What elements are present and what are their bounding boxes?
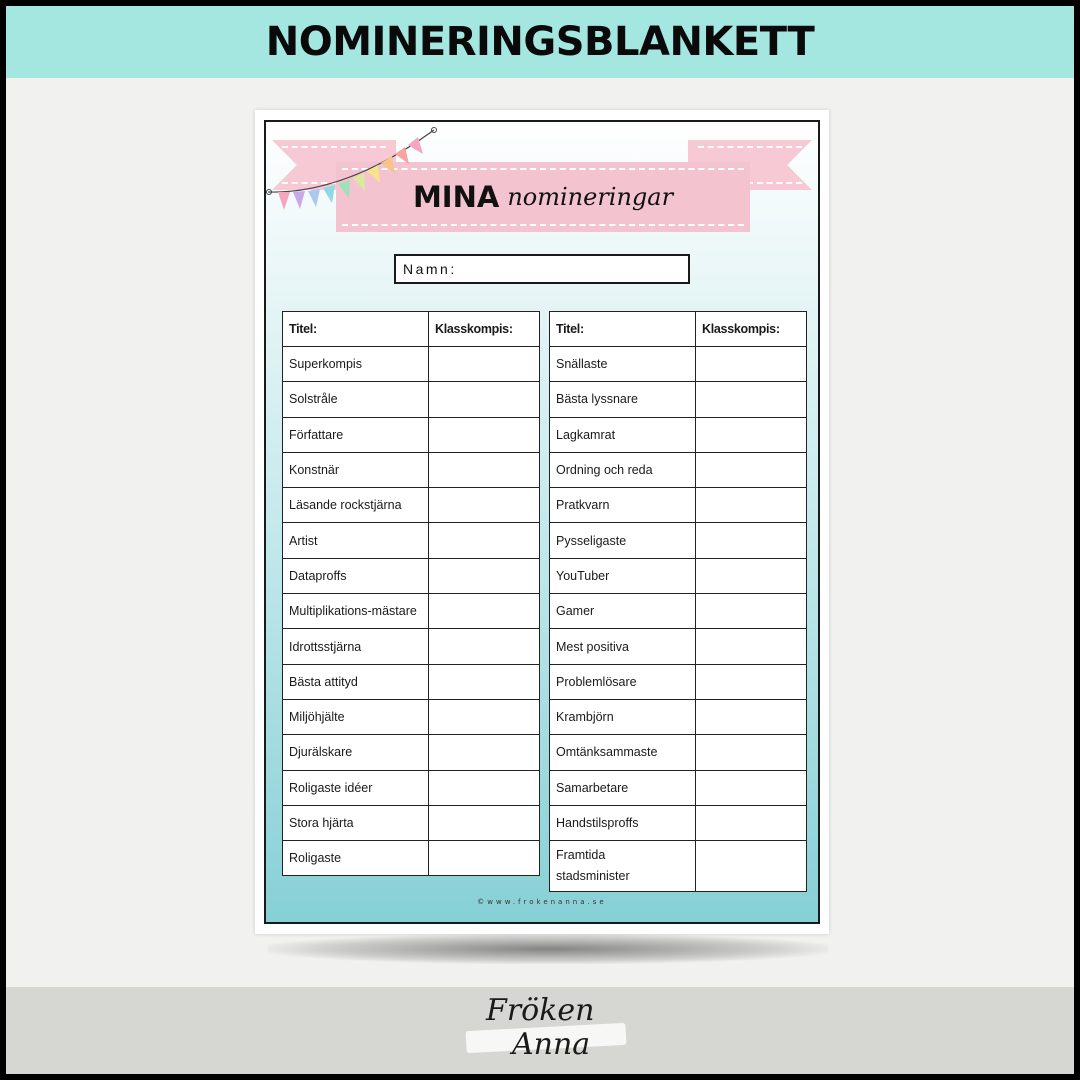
table-row	[550, 805, 807, 840]
heading-script: nomineringar	[507, 183, 674, 211]
nomination-title: Stora hjärta	[283, 805, 429, 840]
name-label: Namn:	[403, 261, 457, 277]
product-frame	[6, 6, 1074, 1074]
footer-bar	[6, 987, 1074, 1074]
table-row	[550, 699, 807, 734]
logo-word-2: Anna	[512, 1027, 591, 1062]
classmate-cell[interactable]	[696, 558, 807, 593]
classmate-cell[interactable]	[429, 558, 540, 593]
nomination-title: Gamer	[550, 594, 696, 629]
classmate-cell[interactable]	[429, 523, 540, 558]
classmate-cell[interactable]	[696, 523, 807, 558]
classmate-cell[interactable]	[696, 488, 807, 523]
table-row	[550, 770, 807, 805]
nomination-table-left	[282, 311, 540, 876]
sheet-shadow	[268, 934, 828, 964]
classmate-cell[interactable]	[429, 805, 540, 840]
table-row	[283, 347, 540, 382]
brand-logo	[454, 987, 634, 1074]
nomination-title: Konstnär	[283, 452, 429, 487]
classmate-cell[interactable]	[696, 594, 807, 629]
classmate-cell[interactable]	[429, 417, 540, 452]
nomination-title: Krambjörn	[550, 699, 696, 734]
table-row	[550, 382, 807, 417]
table-row	[283, 417, 540, 452]
classmate-cell[interactable]	[429, 382, 540, 417]
classmate-cell[interactable]	[429, 452, 540, 487]
classmate-cell[interactable]	[429, 770, 540, 805]
name-field[interactable]	[394, 254, 690, 284]
nomination-title: Multiplikations-mästare	[283, 594, 429, 629]
table-row	[283, 699, 540, 734]
column-header-classmate: Klasskompis:	[429, 312, 540, 347]
classmate-cell[interactable]	[696, 699, 807, 734]
classmate-cell[interactable]	[429, 841, 540, 876]
classmate-cell[interactable]	[696, 382, 807, 417]
table-row	[283, 452, 540, 487]
table-row	[283, 382, 540, 417]
table-row	[550, 594, 807, 629]
table-row	[283, 841, 540, 876]
classmate-cell[interactable]	[429, 629, 540, 664]
nomination-title: Artist	[283, 523, 429, 558]
title-line-1: Framtida	[556, 848, 606, 863]
nomination-title: Pratkvarn	[550, 488, 696, 523]
nomination-title: Handstilsproffs	[550, 805, 696, 840]
heading-strong: MINA	[412, 180, 500, 214]
table-row	[550, 523, 807, 558]
table-row	[550, 417, 807, 452]
nomination-title: Solstråle	[283, 382, 429, 417]
nomination-title: YouTuber	[550, 558, 696, 593]
worksheet	[255, 110, 829, 934]
table-row	[550, 558, 807, 593]
banner-title: NOMINERINGSBLANKETT	[265, 19, 815, 65]
nomination-title: Samarbetare	[550, 770, 696, 805]
table-row	[283, 664, 540, 699]
column-header-title: Titel:	[550, 312, 696, 347]
table-header-row	[550, 312, 807, 347]
classmate-cell[interactable]	[696, 664, 807, 699]
nomination-title	[550, 841, 696, 892]
nomination-title: Bästa lyssnare	[550, 382, 696, 417]
table-row	[550, 629, 807, 664]
nomination-title: Snällaste	[550, 347, 696, 382]
nomination-table-right	[549, 311, 807, 892]
nomination-title: Lagkamrat	[550, 417, 696, 452]
nomination-title: Dataproffs	[283, 558, 429, 593]
column-header-classmate: Klasskompis:	[696, 312, 807, 347]
nomination-title: Djurälskare	[283, 735, 429, 770]
worksheet-heading	[336, 162, 750, 232]
classmate-cell[interactable]	[696, 629, 807, 664]
table-row	[550, 488, 807, 523]
nomination-title: Läsande rockstjärna	[283, 488, 429, 523]
table-row	[283, 629, 540, 664]
table-row	[283, 735, 540, 770]
nomination-title: Roligaste	[283, 841, 429, 876]
table-row	[550, 452, 807, 487]
title-banner	[6, 6, 1074, 78]
table-row	[283, 770, 540, 805]
classmate-cell[interactable]	[429, 347, 540, 382]
table-row	[550, 347, 807, 382]
table-row	[550, 664, 807, 699]
nomination-title: Ordning och reda	[550, 452, 696, 487]
table-row	[283, 523, 540, 558]
nomination-title: Bästa attityd	[283, 664, 429, 699]
nomination-title: Idrottsstjärna	[283, 629, 429, 664]
website-credit: ©www.frokenanna.se	[477, 898, 607, 906]
table-row	[283, 488, 540, 523]
logo-word-1: Fröken	[486, 993, 595, 1028]
classmate-cell[interactable]	[429, 664, 540, 699]
table-row	[550, 735, 807, 770]
nomination-title: Problemlösare	[550, 664, 696, 699]
column-header-title: Titel:	[283, 312, 429, 347]
nomination-title: Omtänksammaste	[550, 735, 696, 770]
worksheet-page	[264, 120, 820, 924]
table-header-row	[283, 312, 540, 347]
table-row	[283, 558, 540, 593]
classmate-cell[interactable]	[696, 417, 807, 452]
classmate-cell[interactable]	[696, 735, 807, 770]
nomination-title: Roligaste idéer	[283, 770, 429, 805]
nomination-title: Superkompis	[283, 347, 429, 382]
nomination-title: Miljöhjälte	[283, 699, 429, 734]
title-line-2: stadsminister	[556, 869, 630, 884]
nomination-title: Mest positiva	[550, 629, 696, 664]
table-row	[283, 594, 540, 629]
classmate-cell[interactable]	[429, 735, 540, 770]
classmate-cell[interactable]	[696, 805, 807, 840]
nomination-title: Pysseligaste	[550, 523, 696, 558]
table-row	[283, 805, 540, 840]
classmate-cell[interactable]	[696, 841, 807, 892]
classmate-cell[interactable]	[429, 594, 540, 629]
table-row	[550, 841, 807, 892]
nomination-title: Författare	[283, 417, 429, 452]
classmate-cell[interactable]	[696, 347, 807, 382]
classmate-cell[interactable]	[429, 699, 540, 734]
classmate-cell[interactable]	[696, 770, 807, 805]
classmate-cell[interactable]	[429, 488, 540, 523]
classmate-cell[interactable]	[696, 452, 807, 487]
